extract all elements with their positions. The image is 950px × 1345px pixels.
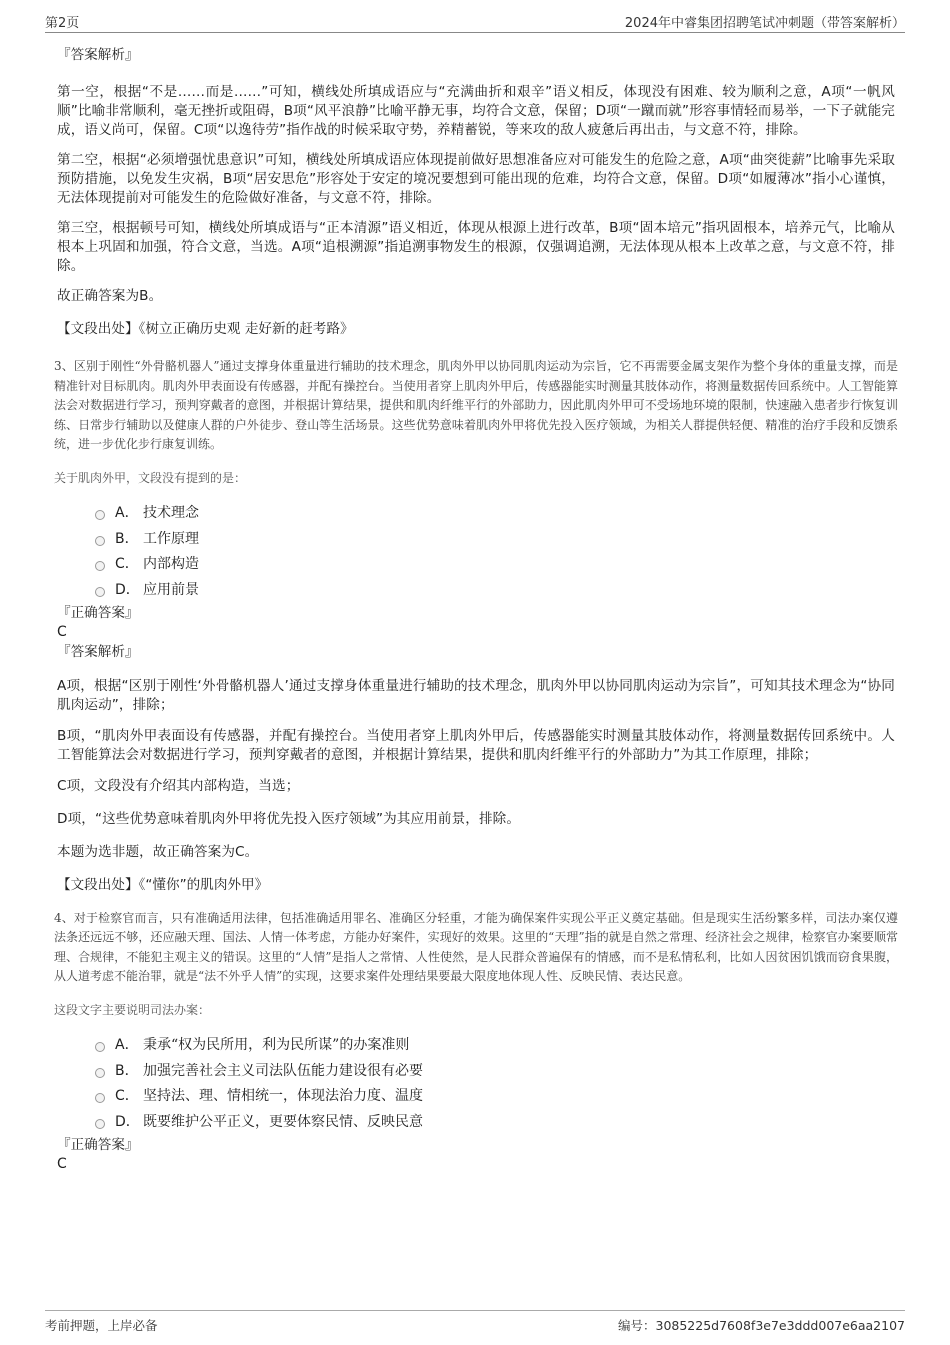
- footer-slogan: 考前押题，上岸必备: [45, 1318, 158, 1333]
- radio-icon[interactable]: [95, 510, 105, 520]
- analysis-paragraph: C项，文段没有介绍其内部构造，当选；: [57, 777, 300, 794]
- analysis-conclusion: 本题为选非题，故正确答案为C。: [57, 843, 259, 860]
- analysis-heading: 『答案解析』: [57, 47, 139, 63]
- source-citation: 【文段出处】《树立正确历史观 走好新的赶考路》: [57, 321, 354, 337]
- analysis-paragraph: A项，根据“区别于刚性‘外骨骼机器人’通过支撑身体重量进行辅助的技术理念，肌肉外甲以协同肌肉运动为宗旨”，可知其技术理念为“协同肌肉运动”，排除；: [57, 677, 895, 713]
- analysis-paragraph: 第三空，根据顿号可知，横线处所填成语与“正本清源”语义相近，体现从根源上进行改革，B项“固本培元”指巩固根本，培养元气，比喻从根本上巩固和加强，符合文意，当选。A项“追根溯源”指追溯事物发生的根源，仅强调追溯，无法体现从根本上改革之意，与文意不符，排除。: [57, 220, 895, 274]
- radio-icon[interactable]: [95, 1119, 105, 1129]
- option-b[interactable]: B． 加强完善社会主义司法队伍能力建设很有必要: [57, 1057, 895, 1083]
- option-b[interactable]: B． 工作原理: [57, 525, 895, 551]
- analysis-conclusion: 故正确答案为B。: [57, 288, 163, 304]
- radio-icon[interactable]: [95, 536, 105, 546]
- question-3-stem: 3、区别于刚性“外骨骼机器人”通过支撑身体重量进行辅助的技术理念，肌肉外甲以协同肌肉运动为宗旨，它不再需要金属支架作为整个身体的重量支撑，而是精准针对目标肌肉。肌肉外甲表面设有传感器，并配有操控台。当使用者穿上肌肉外甲后，传感器能实时测量其肢体动作，将测量数据传回系统中。人工智能算法会对数据进行学习，预判穿戴者的意图，并根据计算结果，提供和肌肉纤维平行的外部助力，因此肌肉外甲可不受场地环境的限制，快速融入患者步行恢复训练、日常步行辅助以及健康人群的户外徒步、登山等生活场景。这些优势意味着肌肉外甲将优先投入医疗领域，为相关人群提供轻便、精准的治疗手段和反馈系统，进一步优化步行康复训练。: [54, 359, 898, 451]
- radio-icon[interactable]: [95, 1068, 105, 1078]
- document-code: 编号：3085225d7608f3e7e3ddd007e6aa2107: [618, 1318, 905, 1333]
- radio-icon[interactable]: [95, 587, 105, 597]
- document-title: 2024年中睿集团招聘笔试冲刺题（带答案解析）: [624, 16, 905, 31]
- correct-answer-heading: 『正确答案』: [57, 1136, 139, 1153]
- option-a[interactable]: A． 秉承“权为民所用，利为民所谋”的办案准则: [57, 1032, 895, 1058]
- question-3-prompt: 关于肌肉外甲，文段没有提到的是：: [54, 470, 247, 485]
- option-d[interactable]: D． 应用前景: [57, 576, 895, 602]
- radio-icon[interactable]: [95, 1093, 105, 1103]
- analysis-paragraph: 第二空，根据“必须增强忧患意识”可知，横线处所填成语应体现提前做好思想准备应对可能发生的危险之意，A项“曲突徙薪”比喻事先采取预防措施，以免发生灾祸，B项“居安思危”形容处于安定的境况要想到可能出现的危难，均符合文意，保留。D项“如履薄冰”指小心谨慎，无法体现提前对可能发生的危险做好准备，与文意不符，排除。: [57, 152, 895, 206]
- page-header: [45, 10, 905, 33]
- question-4-prompt: 这段文字主要说明司法办案：: [54, 1002, 211, 1017]
- option-a[interactable]: A． 技术理念: [57, 500, 895, 526]
- option-d[interactable]: D． 既要维护公平正义，更要体察民情、反映民意: [57, 1108, 895, 1134]
- analysis-paragraph: D项，“这些优势意味着肌肉外甲将优先投入医疗领域”为其应用前景，排除。: [57, 810, 521, 827]
- radio-icon[interactable]: [95, 561, 105, 571]
- question-4-stem: 4、对于检察官而言，只有准确适用法律，包括准确适用罪名、准确区分轻重，才能为确保案件实现公平正义奠定基础。但是现实生活纷繁多样，司法办案仅遵法条还远远不够，还应融天理、国法、人情一体考虑，方能办好案件，实现好的效果。这里的“天理”指的就是自然之常理、经济社会之规律，检察官办案要顺常理、合规律，不能犯主观主义的错误。这里的“人情”是指人之常情、人性使然，是人民群众普遍保有的情感，而不是私情私利，比如人因贫困饥饿而窃食果腹，从人道考虑不能治罪，就是“法不外乎人情”的实现，这要求案件处理结果要最大限度地体现人性、反映民情、表达民意。: [54, 910, 898, 983]
- page-footer: [45, 1310, 905, 1335]
- analysis-paragraph: 第一空，根据“不是……而是……”可知，横线处所填成语应与“充满曲折和艰辛”语义相反，体现没有困难、较为顺利之意，A项“一帆风顺”比喻非常顺利，毫无挫折或阻碍，B项“风平浪静”比喻平静无事，均符合文意，保留；D项“一蹴而就”形容事情轻而易举，一下子就能完成，语义尚可，保留。C项“以逸待劳”指作战的时候采取守势，养精蓄锐，等来攻的敌人疲惫后再出击，与文意不符，排除。: [57, 84, 895, 138]
- page-content: [54, 40, 898, 1174]
- correct-answer: C: [57, 623, 67, 640]
- option-c[interactable]: C． 坚持法、理、情相统一，体现法治力度、温度: [57, 1083, 895, 1109]
- correct-answer: C: [57, 1155, 67, 1172]
- source-citation: 【文段出处】《“懂你”的肌肉外甲》: [57, 876, 269, 893]
- analysis-paragraph: B项，“肌肉外甲表面设有传感器，并配有操控台。当使用者穿上肌肉外甲后，传感器能实时测量其肢体动作，将测量数据传回系统中。人工智能算法会对数据进行学习，预判穿戴者的意图，并根据计算结果，提供和肌肉纤维平行的外部助力”为其工作原理，排除；: [57, 727, 895, 763]
- question-3-options: [57, 500, 895, 602]
- question-4-options: [57, 1032, 895, 1134]
- option-c[interactable]: C． 内部构造: [57, 551, 895, 577]
- correct-answer-heading: 『正确答案』: [57, 604, 139, 621]
- page-number: 第2页: [45, 16, 80, 31]
- radio-icon[interactable]: [95, 1042, 105, 1052]
- analysis-heading: 『答案解析』: [57, 643, 139, 660]
